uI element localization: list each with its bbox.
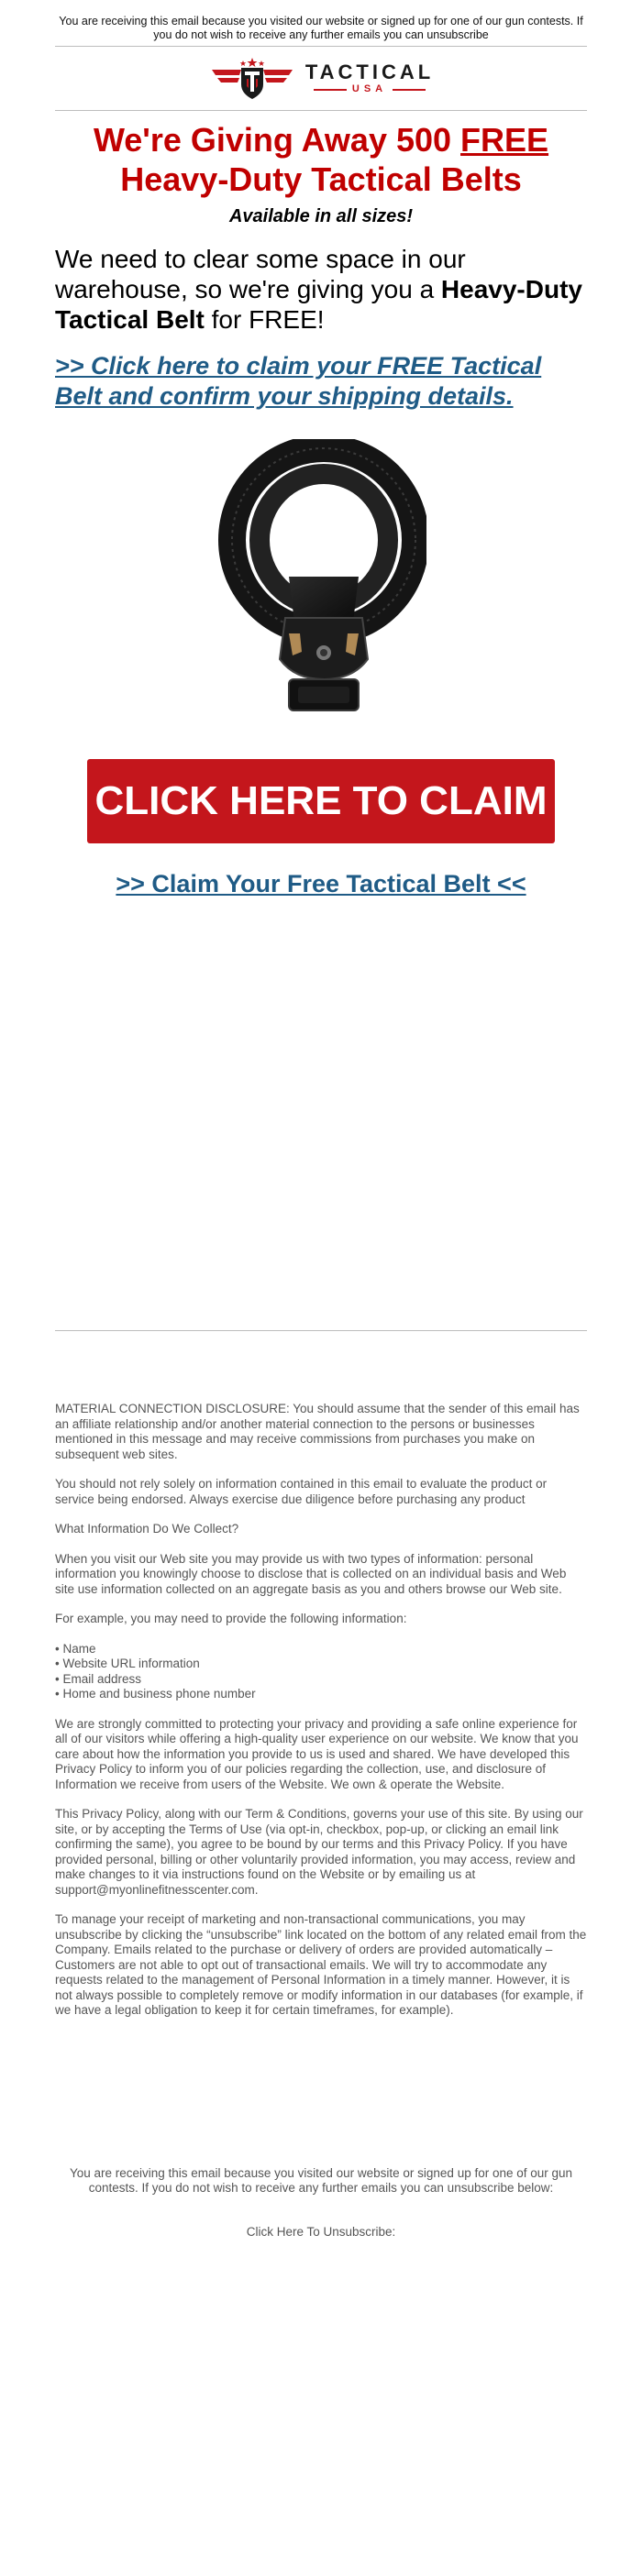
list-item: • Email address — [55, 1671, 142, 1686]
product-image-link[interactable] — [216, 439, 426, 719]
disclosure-commitment: We are strongly committed to protecting your privacy and providing a safe online experience for all of our visitors while offering a high-quality user experience on our website. We know that you care about how the information you provide to us is used and shared. We have developed this Privacy Policy to inform you of our policies regarding the collection, use, and disclosure of Information we receive from users of the Website. We own & operate the Website. — [55, 1716, 579, 1791]
disclosure-example: For example, you may need to provide the following information: — [55, 1612, 407, 1625]
intro-part2: for FREE! — [204, 305, 325, 334]
intro-part1: We need to clear some space in our warehouse, so we're giving you a — [55, 245, 466, 303]
disclosure-unsubscribe-info: To manage your receipt of marketing and non-transactional communications, you may unsubscribe by clicking the “unsubscribe” link located on the bottom of any related email from the Company. Emails related to the purchase or delivery of orders are provided automatically – Customers are not able to opt out of transactional emails. We will try to accommodate any requests related to the management of Personal Information in a timely manner. However, it is not always possible to completely remove or modify information in our databases (for example, if we have a legal obligation to keep it for certain timeframes, for example). — [55, 1912, 587, 2017]
disclosure-material: MATERIAL CONNECTION DISCLOSURE: You should assume that the sender of this email has an affiliate relationship and/or another material connection to the persons or businesses mentioned in this message and may receive commissions from purchases you make on subsequent web sites. — [55, 1402, 580, 1461]
blank-space — [55, 2033, 587, 2166]
logo-text — [305, 62, 434, 94]
logo-sub-text: USA — [351, 83, 388, 94]
divider — [55, 110, 587, 111]
disclosure-reliance: You should not rely solely on information contained in this email to evaluate the product or service being endorsed. Always exercise due diligence before purchasing any product — [55, 1477, 548, 1506]
logo-bar-right — [393, 89, 426, 91]
claim-belt-link[interactable]: >> Claim Your Free Tactical Belt << — [116, 870, 526, 897]
claim-button[interactable]: CLICK HERE TO CLAIM — [87, 759, 555, 843]
email-container — [55, 0, 587, 2239]
main-headline — [55, 120, 587, 199]
headline-part1: We're Giving Away 500 — [93, 121, 461, 159]
brand-logo[interactable] — [208, 57, 434, 101]
list-item: • Website URL information — [55, 1657, 200, 1670]
claim-shipping-link[interactable]: >> Click here to claim your FREE Tactical Belt and confirm your shipping details. — [55, 352, 542, 410]
disclosure-info-types: When you visit our Web site you may provide us with two types of information: personal information you knowingly choose to disclose that is collected on an individual basis and Web site use information collected on an aggregate basis as you and others browse our Web site. — [55, 1551, 567, 1596]
tactical-belt-image-icon — [216, 439, 426, 719]
logo-bar-left — [314, 89, 347, 91]
logo-sub — [314, 84, 426, 94]
intro-bold: Heavy-Duty Tactical Belt — [55, 275, 582, 334]
headline-part2: Heavy-Duty Tactical Belts — [120, 160, 522, 198]
list-item: • Home and business phone number — [55, 1687, 256, 1701]
info-list — [55, 1642, 587, 1702]
unsubscribe-link[interactable]: Click Here To Unsubscribe: — [246, 2224, 396, 2239]
winged-shield-star-logo-icon — [208, 57, 296, 101]
blank-space — [55, 898, 587, 1330]
disclosure-privacy-policy: This Privacy Policy, along with our Term & Conditions, governs your use of this site. By using our site, or by accepting the Terms of Use (via opt-in, checkbox, pop-up, or clicking an email link confirming the same), you agree to be bound by our terms and this Privacy Policy. If you have provided personal, billing or other voluntarily provided information, you may access, review and make changes to it via instructions found on the Website or by emailing us at support@myonlinefitnesscenter.com. — [55, 1807, 583, 1897]
logo-row — [55, 47, 587, 110]
list-item: • Name — [55, 1641, 96, 1656]
disclosure-section — [55, 1402, 587, 2019]
availability-note: Available in all sizes! — [228, 206, 414, 226]
headline-free: FREE — [460, 121, 549, 159]
top-notice: You are receiving this email because you visited our website or signed up for one of our gun contests. If you do not wish to receive any further emails you can unsubscribe — [59, 15, 583, 41]
divider — [55, 1330, 587, 1331]
intro-text — [55, 244, 587, 335]
logo-word: TACTICAL — [304, 61, 435, 83]
disclosure-question: What Information Do We Collect? — [55, 1522, 239, 1536]
bottom-notice: You are receiving this email because you visited our website or signed up for one of our gun contests. If you do not wish to receive any further emails you can unsubscribe below: — [69, 2165, 573, 2195]
